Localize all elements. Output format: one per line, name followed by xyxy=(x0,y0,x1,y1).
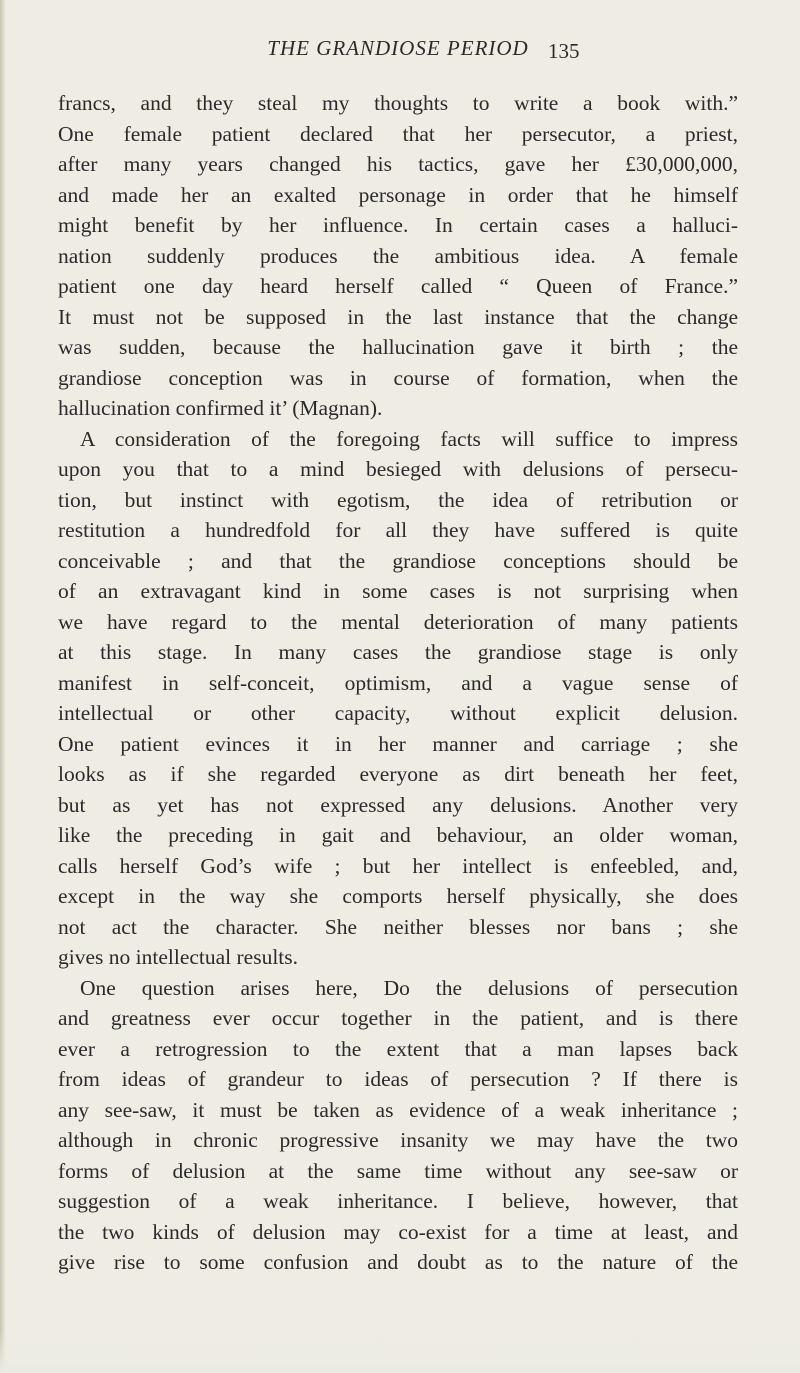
text-line: of an extravagant kind in some cases is not surprising when xyxy=(58,579,738,603)
text-line: at this stage. In many cases the grandiose stage is only xyxy=(58,640,738,664)
text-line: intellectual or other capacity, without explicit delusion. xyxy=(58,701,738,725)
text-line: and made her an exalted personage in order that he himself xyxy=(58,182,738,207)
text-line: manifest in self-conceit, optimism, and a vague sense of xyxy=(58,670,738,695)
text-line: tion, but instinct with egotism, the idea of retribution or xyxy=(58,487,738,512)
page-bottom-shade xyxy=(0,1330,800,1373)
text-line: not act the character. She neither blesses nor bans ; she xyxy=(58,914,738,939)
text-line: restitution a hundredfold for all they have suffered is quite xyxy=(58,518,738,542)
text-line: francs, and they steal my thoughts to write a book with.” xyxy=(58,91,738,115)
text-line: One female patient declared that her persecutor, a priest, xyxy=(58,121,738,146)
text-line: hallucination confirmed it’ (Magnan). xyxy=(58,396,383,420)
text-line: and greatness ever occur together in the patient, and is there xyxy=(58,1006,738,1030)
text-line: nation suddenly produces the ambitious idea. A female xyxy=(58,243,738,268)
text-line: give rise to some confusion and doubt as to the nature of the xyxy=(58,1250,738,1274)
running-title: THE GRANDIOSE PERIOD xyxy=(267,36,529,60)
text-line: although in chronic progressive insanity we may have the two xyxy=(58,1128,738,1152)
text-line: ever a retrogression to the extent that a man lapses back xyxy=(58,1036,738,1061)
text-line: but as yet has not expressed any delusions. Another very xyxy=(58,792,738,817)
text-line: looks as if she regarded everyone as dirt beneath her feet, xyxy=(58,762,738,786)
text-line: calls herself God’s wife ; but her intellect is enfeebled, and, xyxy=(58,853,738,878)
text-line: was sudden, because the hallucination gave it birth ; the xyxy=(58,335,738,359)
text-line: suggestion of a weak inheritance. I believe, however, that xyxy=(58,1189,738,1213)
text-line: like the preceding in gait and behaviour, an older woman, xyxy=(58,823,738,847)
text-line: except in the way she comports herself physically, she does xyxy=(58,884,738,908)
body-text xyxy=(58,88,738,1278)
text-line: A consideration of the foregoing facts will suffice to impress xyxy=(80,426,738,451)
text-line: gives no intellectual results. xyxy=(58,945,299,969)
text-line: It must not be supposed in the last instance that the change xyxy=(58,304,738,329)
text-line: forms of delusion at the same time without any see-saw or xyxy=(58,1158,738,1183)
text-line: any see-saw, it must be taken as evidence of a weak inheritance ; xyxy=(58,1097,738,1122)
binding-shadow xyxy=(0,0,6,1373)
text-line: conceivable ; and that the grandiose conceptions should be xyxy=(58,548,738,573)
text-line: One patient evinces it in her manner and carriage ; she xyxy=(58,731,738,756)
text-line: from ideas of grandeur to ideas of persecution ? If there is xyxy=(58,1067,738,1091)
text-line: grandiose conception was in course of formation, when the xyxy=(58,365,738,390)
text-line: upon you that to a mind besieged with delusions of persecu- xyxy=(58,457,738,481)
text-line: we have regard to the mental deterioration of many patients xyxy=(58,609,738,634)
text-line: the two kinds of delusion may co-exist for a time at least, and xyxy=(58,1219,738,1244)
page-number: 135 xyxy=(548,39,580,63)
text-line: One question arises here, Do the delusions of persecution xyxy=(80,975,738,1000)
text-line: might benefit by her influence. In certain cases a halluci- xyxy=(58,213,738,237)
text-line: patient one day heard herself called “ Queen of France.” xyxy=(58,274,738,298)
text-line: after many years changed his tactics, gave her £30,000,000, xyxy=(58,152,738,176)
